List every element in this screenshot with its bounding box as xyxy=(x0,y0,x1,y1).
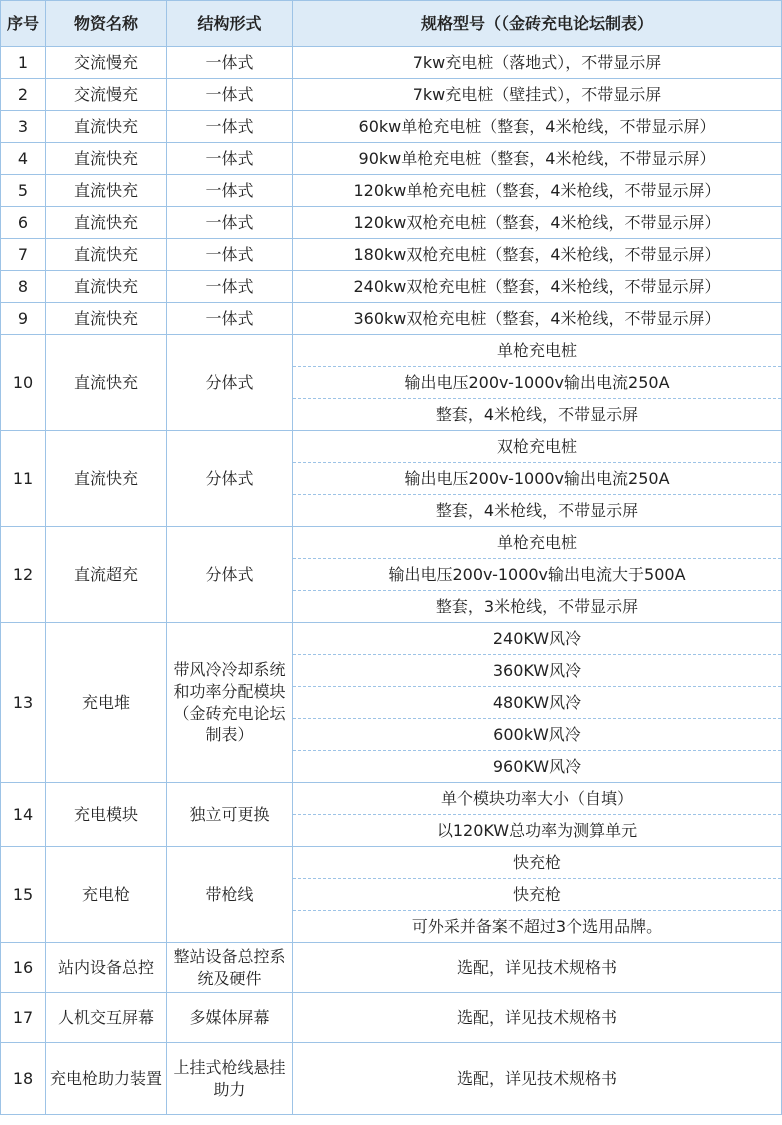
row-number: 4 xyxy=(1,143,46,175)
structure-type: 一体式 xyxy=(167,79,293,111)
structure-type: 分体式 xyxy=(167,527,293,623)
structure-type: 一体式 xyxy=(167,111,293,143)
spec-cell: 快充枪 xyxy=(293,879,782,911)
structure-type: 多媒体屏幕 xyxy=(167,993,293,1043)
spec-cell: 输出电压200v-1000v输出电流250A xyxy=(293,367,782,399)
material-name: 人机交互屏幕 xyxy=(46,993,167,1043)
spec-cell: 输出电压200v-1000v输出电流大于500A xyxy=(293,559,782,591)
table-row xyxy=(1,47,782,79)
spec-cell: 960KW风冷 xyxy=(293,751,782,783)
spec-cell: 60kw单枪充电桩（整套，4米枪线，不带显示屏） xyxy=(293,111,782,143)
spec-cell: 360kw双枪充电桩（整套，4米枪线，不带显示屏） xyxy=(293,303,782,335)
material-name: 直流快充 xyxy=(46,175,167,207)
material-name: 直流快充 xyxy=(46,207,167,239)
row-number: 13 xyxy=(1,623,46,783)
structure-type: 带风冷冷却系统和功率分配模块（金砖充电论坛制表） xyxy=(167,623,293,783)
row-number: 8 xyxy=(1,271,46,303)
table-row xyxy=(1,623,782,655)
row-number: 5 xyxy=(1,175,46,207)
structure-type: 一体式 xyxy=(167,303,293,335)
spec-cell: 选配，详见技术规格书 xyxy=(293,943,782,993)
table-row xyxy=(1,431,782,463)
row-number: 2 xyxy=(1,79,46,111)
row-number: 11 xyxy=(1,431,46,527)
row-number: 6 xyxy=(1,207,46,239)
table-row xyxy=(1,335,782,367)
table-row xyxy=(1,175,782,207)
spec-cell: 单个模块功率大小（自填） xyxy=(293,783,782,815)
structure-type: 独立可更换 xyxy=(167,783,293,847)
table-row xyxy=(1,111,782,143)
header-structure: 结构形式 xyxy=(167,1,293,47)
spec-cell: 7kw充电桩（落地式），不带显示屏 xyxy=(293,47,782,79)
spec-cell: 双枪充电桩 xyxy=(293,431,782,463)
structure-type: 一体式 xyxy=(167,143,293,175)
row-number: 14 xyxy=(1,783,46,847)
spec-cell: 单枪充电桩 xyxy=(293,335,782,367)
table-row xyxy=(1,783,782,815)
material-name: 直流快充 xyxy=(46,335,167,431)
spec-cell: 输出电压200v-1000v输出电流250A xyxy=(293,463,782,495)
structure-type: 整站设备总控系统及硬件 xyxy=(167,943,293,993)
table-row xyxy=(1,239,782,271)
row-number: 9 xyxy=(1,303,46,335)
structure-type: 分体式 xyxy=(167,335,293,431)
structure-type: 一体式 xyxy=(167,175,293,207)
spec-cell: 可外采并备案不超过3个选用品牌。 xyxy=(293,911,782,943)
structure-type: 一体式 xyxy=(167,271,293,303)
material-name: 直流快充 xyxy=(46,239,167,271)
spec-cell: 整套，4米枪线，不带显示屏 xyxy=(293,495,782,527)
spec-cell: 120kw双枪充电桩（整套，4米枪线，不带显示屏） xyxy=(293,207,782,239)
structure-type: 一体式 xyxy=(167,207,293,239)
row-number: 18 xyxy=(1,1043,46,1115)
spec-cell: 整套，4米枪线，不带显示屏 xyxy=(293,399,782,431)
spec-cell: 240kw双枪充电桩（整套，4米枪线，不带显示屏） xyxy=(293,271,782,303)
material-name: 直流快充 xyxy=(46,271,167,303)
header-spec: 规格型号（（金砖充电论坛制表） xyxy=(293,1,782,47)
material-name: 直流快充 xyxy=(46,143,167,175)
material-name: 交流慢充 xyxy=(46,47,167,79)
table-row xyxy=(1,527,782,559)
table-row xyxy=(1,207,782,239)
material-name: 站内设备总控 xyxy=(46,943,167,993)
table-body xyxy=(1,47,782,1115)
spec-cell: 480KW风冷 xyxy=(293,687,782,719)
material-name: 充电堆 xyxy=(46,623,167,783)
structure-type: 上挂式枪线悬挂助力 xyxy=(167,1043,293,1115)
row-number: 15 xyxy=(1,847,46,943)
material-name: 直流超充 xyxy=(46,527,167,623)
table-row xyxy=(1,271,782,303)
spec-cell: 选配，详见技术规格书 xyxy=(293,993,782,1043)
row-number: 10 xyxy=(1,335,46,431)
spec-cell: 整套，3米枪线，不带显示屏 xyxy=(293,591,782,623)
spec-cell: 以120KW总功率为测算单元 xyxy=(293,815,782,847)
row-number: 17 xyxy=(1,993,46,1043)
table-row xyxy=(1,847,782,879)
row-number: 16 xyxy=(1,943,46,993)
structure-type: 带枪线 xyxy=(167,847,293,943)
material-name: 直流快充 xyxy=(46,111,167,143)
spec-cell: 180kw双枪充电桩（整套，4米枪线，不带显示屏） xyxy=(293,239,782,271)
table-row xyxy=(1,1043,782,1115)
material-name: 直流快充 xyxy=(46,303,167,335)
row-number: 12 xyxy=(1,527,46,623)
row-number: 7 xyxy=(1,239,46,271)
header-name: 物资名称 xyxy=(46,1,167,47)
material-name: 直流快充 xyxy=(46,431,167,527)
spec-cell: 120kw单枪充电桩（整套，4米枪线，不带显示屏） xyxy=(293,175,782,207)
structure-type: 分体式 xyxy=(167,431,293,527)
row-number: 1 xyxy=(1,47,46,79)
table-row xyxy=(1,943,782,993)
spec-cell: 240KW风冷 xyxy=(293,623,782,655)
spec-cell: 600kW风冷 xyxy=(293,719,782,751)
spec-cell: 快充枪 xyxy=(293,847,782,879)
table-row xyxy=(1,993,782,1043)
structure-type: 一体式 xyxy=(167,47,293,79)
table-row xyxy=(1,79,782,111)
table-row xyxy=(1,143,782,175)
row-number: 3 xyxy=(1,111,46,143)
material-name: 充电枪助力装置 xyxy=(46,1043,167,1115)
spec-cell: 360KW风冷 xyxy=(293,655,782,687)
table-row xyxy=(1,303,782,335)
material-name: 充电枪 xyxy=(46,847,167,943)
spec-cell: 90kw单枪充电桩（整套，4米枪线，不带显示屏） xyxy=(293,143,782,175)
spec-cell: 单枪充电桩 xyxy=(293,527,782,559)
header-no: 序号 xyxy=(1,1,46,47)
material-name: 充电模块 xyxy=(46,783,167,847)
header-row xyxy=(1,1,782,47)
spec-cell: 7kw充电桩（壁挂式），不带显示屏 xyxy=(293,79,782,111)
structure-type: 一体式 xyxy=(167,239,293,271)
spec-cell: 选配，详见技术规格书 xyxy=(293,1043,782,1115)
material-name: 交流慢充 xyxy=(46,79,167,111)
